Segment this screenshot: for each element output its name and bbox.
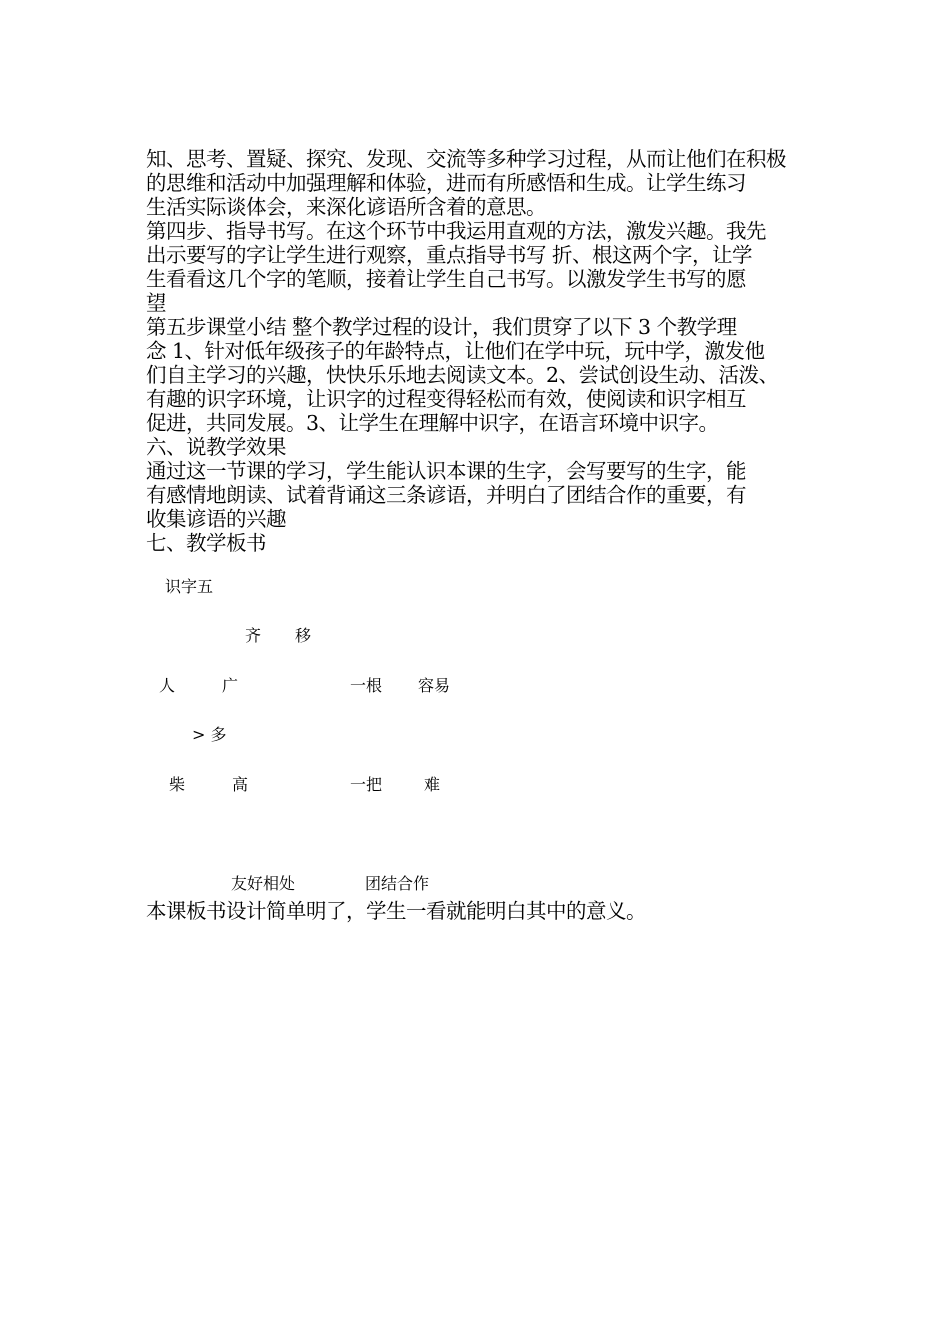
board-word: > 多: [192, 725, 227, 744]
text-line: 的思维和活动中加强理解和体验，进而有所感悟和生成。让学生练习: [146, 171, 746, 195]
text-line: 生活实际谈体会，来深化谚语所含着的意思。: [146, 195, 546, 219]
text-line: 通过这一节课的学习，学生能认识本课的生字，会写要写的生字，能: [146, 459, 746, 483]
board-word: 容易: [418, 676, 451, 695]
board-word: 人: [159, 676, 176, 695]
text-line: 望: [146, 291, 166, 315]
text-line: 念 1、针对低年级孩子的年龄特点，让他们在学中玩，玩中学，激发他: [146, 339, 765, 363]
text-line: 生看看这几个字的笔顺，接着让学生自己书写。以激发学生书写的愿: [146, 267, 746, 291]
text-line: 促进，共同发展。3、让学生在理解中识字，在语言环境中识字。: [146, 411, 719, 435]
board-word: 难: [424, 775, 441, 794]
text-line: 第五步课堂小结 整个教学过程的设计，我们贯穿了以下 3 个教学理: [146, 315, 737, 339]
text-line: 出示要写的字让学生进行观察，重点指导书写 折、根这两个字，让学: [146, 243, 753, 267]
text-line: 本课板书设计简单明了，学生一看就能明白其中的意义。: [146, 899, 646, 923]
board-title: 识字五: [165, 577, 214, 596]
text-line: 知、思考、置疑、探究、发现、交流等多种学习过程，从而让他们在积极: [146, 147, 786, 171]
board-word: 友好相处: [231, 874, 296, 893]
section-heading: 六、说教学效果: [146, 435, 286, 459]
board-word: 高: [232, 775, 249, 794]
board-word: 柴: [169, 775, 186, 794]
board-word: 齐: [245, 626, 262, 645]
text-line: 有趣的识字环境，让识字的过程变得轻松而有效，使阅读和识字相互: [146, 387, 746, 411]
text-line: 第四步、指导书写。在这个环节中我运用直观的方法，激发兴趣。我先: [146, 219, 766, 243]
text-line: 收集谚语的兴趣: [146, 507, 286, 531]
section-heading: 七、教学板书: [146, 531, 266, 555]
board-word: 一根: [350, 676, 383, 695]
board-word: 广: [222, 676, 239, 695]
board-word: 一把: [350, 775, 383, 794]
board-word: 移: [295, 626, 312, 645]
board-word: 团结合作: [365, 874, 430, 893]
text-line: 有感情地朗读、试着背诵这三条谚语，并明白了团结合作的重要，有: [146, 483, 746, 507]
text-line: 们自主学习的兴趣，快快乐乐地去阅读文本。2、尝试创设生动、活泼、: [146, 363, 779, 387]
